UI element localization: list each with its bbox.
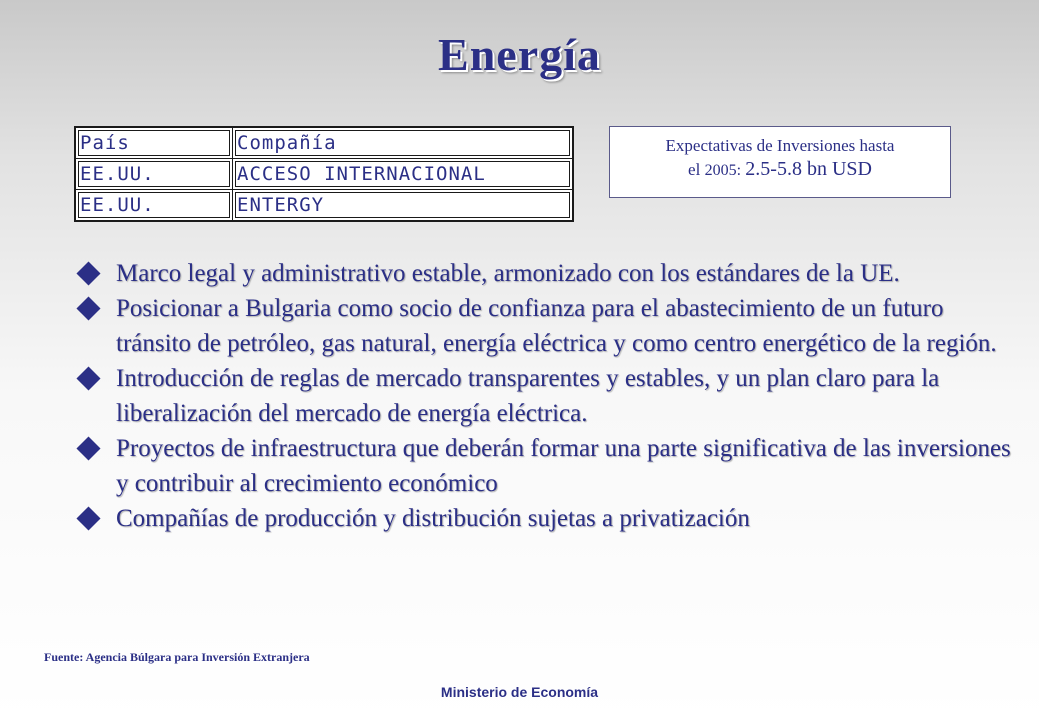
table-row (75, 190, 573, 222)
diamond-bullet-icon (76, 261, 100, 285)
table-cell: EE.UU. (75, 190, 233, 222)
investment-expectations-box (609, 126, 951, 198)
bullet-text: Proyectos de infraestructura que deberán formar una parte significativa de las inversiones y contribuir al crecimiento económico (116, 435, 1011, 497)
list-item (72, 501, 1012, 536)
diamond-bullet-icon (76, 506, 100, 530)
list-item (72, 361, 1012, 431)
slide-title: Energía (438, 29, 601, 80)
table-cell: ACCESO INTERNACIONAL (233, 159, 574, 190)
diamond-bullet-icon (76, 436, 100, 460)
investment-amount: 2.5-5.8 bn USD (745, 158, 872, 180)
table-cell: País (75, 127, 233, 159)
table-row (75, 159, 573, 190)
list-item (72, 291, 1012, 361)
investment-value-line (610, 158, 950, 181)
diamond-bullet-icon (76, 366, 100, 390)
footer-ministry: Ministerio de Economía (440, 684, 599, 700)
diamond-bullet-icon (76, 296, 100, 320)
table-cell: ENTERGY (233, 190, 574, 222)
bullet-text: Posicionar a Bulgaria como socio de confianza para el abastecimiento de un futuro tránsito de petróleo, gas natural, energía eléctrica y como centro energético de la región. (116, 295, 997, 357)
bullet-text: Introducción de reglas de mercado transparentes y estables, y un plan claro para la liberalización del mercado de energía eléctrica. (116, 365, 940, 427)
table-cell: EE.UU. (75, 159, 233, 190)
bullet-text: Compañías de producción y distribución sujetas a privatización (116, 505, 750, 532)
list-item (72, 256, 1012, 291)
investment-year: 2005: (704, 162, 742, 179)
bullet-text: Marco legal y administrativo estable, armonizado con los estándares de la UE. (116, 260, 900, 287)
table-row (75, 127, 573, 159)
list-item (72, 431, 1012, 501)
table-cell: Compañía (233, 127, 574, 159)
investment-heading: Expectativas de Inversiones hasta (665, 136, 895, 155)
investment-prefix: el (688, 160, 701, 179)
bullet-list (72, 256, 1012, 536)
companies-table (74, 126, 574, 222)
source-note: Fuente: Agencia Búlgara para Inversión Extranjera (44, 650, 310, 664)
